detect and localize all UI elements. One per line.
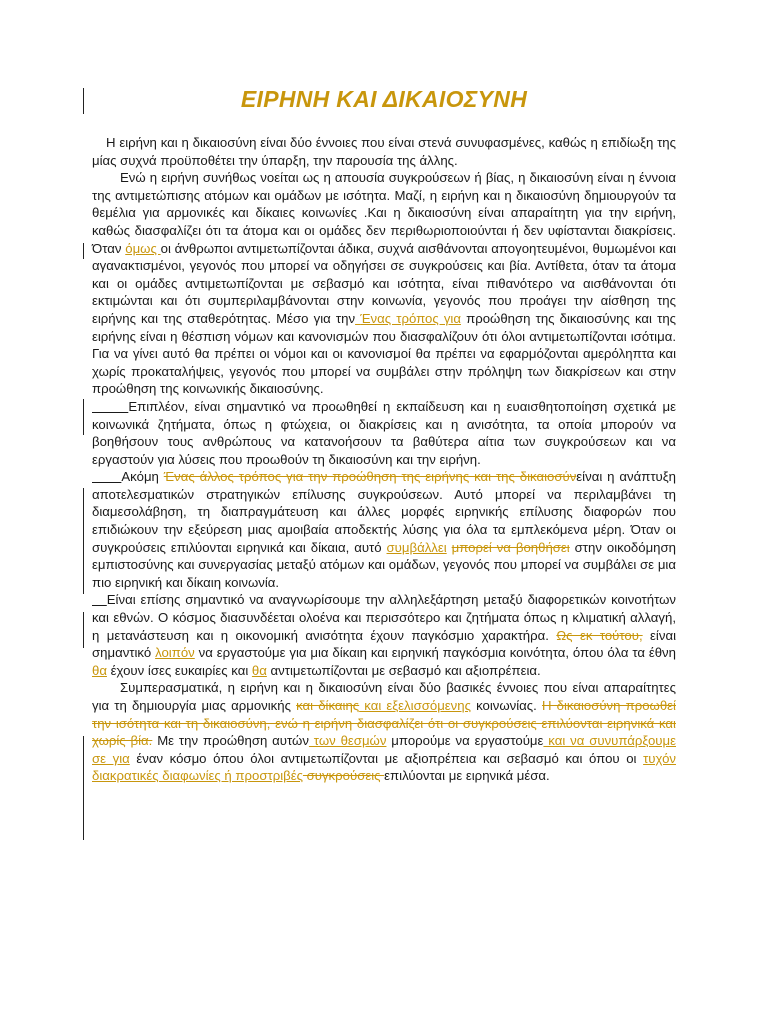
deleted-text: μπορεί να βοηθήσει	[451, 539, 570, 555]
inserted-text: και να συνυπάρξουμε σε	[92, 733, 676, 766]
text-run: είναι η ανάπτυξη αποτελεσματικών στρατηγικών επίλυσης συγκρούσεων. Αυτό μπορεί να περιλαμβάνει τη διαμεσολάβηση, τη διαπραγμάτευση και άλλες μορφές ειρηνικής επίλυσης διαφορών που επιδιώκουν την εξεύρεση μιας αμοιβαία αποδεκτής λύσης για όλα τα εμπλεκόμενα μέρη. Όταν οι συγκρούσεις επιλύονται ειρηνικά και δίκαια, αυτό	[92, 469, 676, 555]
deleted-text: Ως εκ τούτου,	[556, 627, 643, 643]
inserted-text: συμβάλλει	[386, 539, 447, 555]
paragraph-6	[92, 679, 676, 785]
text-run: είναι σημαντικό	[92, 627, 677, 661]
deleted-text: συγκρούσεις	[302, 768, 385, 784]
text-run: Ενώ η ειρήνη συνήθως νοείται ως η απουσία συγκρούσεων ή βίας, η δικαιοσύνη είναι η έννοια της αντιμετώπισης ατόμων και ομάδων με ισότητα. Μαζί, η ειρήνη και η δικαιοσύνη δημιουργούν τα θεμέλια για αρμονικές και δίκαιες κοινωνίες .Και η δικαιοσύνη είναι απαραίτητη για την ειρήνη, καθώς διασφαλίζει ότι τα άτομα και οι ομάδες δεν περιθωριοποιούνται ή δεν υφίστανται διακρίσεις. Όταν	[92, 170, 676, 256]
text-run: οι άνθρωποι αντιμετωπίζονται άδικα, συχνά αισθάνονται απογοητευμένοι, θυμωμένοι και αγανακτισμένοι, γεγονός που μπορεί να οδηγήσει σε συγκρούσεις και βία. Αντίθετα, όταν τα άτομα και οι ομάδες αντιμετωπίζονται με σεβασμό και ισότητα, είναι πιθανότερο να αισθάνονται ότι εκτιμώνται και ότι συμπεριλαμβάνονται στην κοινωνία, γεγονός που προάγει την αίσθηση της ειρήνης και της σταθερότητας. Μέσο για την	[92, 240, 676, 326]
inserted-text: θα	[251, 662, 267, 678]
change-bar	[83, 736, 84, 840]
paragraph-3	[92, 398, 676, 468]
text-run: Είναι επίσης σημαντικό να αναγνωρίσουμε την αλληλεξάρτηση μεταξύ διαφορετικών κοινοτήτων και εθνών. Ο κόσμος διασυνδέεται ολοένα και περισσότερο και ζητήματα όπως η κλιματική αλλαγή, η μετανάστευση και η οικονομική ανισότητα έχουν παγκόσμιο χαρακτήρα.	[92, 592, 676, 643]
text-run: Επιπλέον, είναι σημαντικό να προωθηθεί η εκπαίδευση και η ευαισθητοποίηση σχετικά με κοινωνικά ζητήματα, όπως η φτώχεια, οι διακρίσεις και η ανισότητα, τα οποία μπορούν να βοηθήσουν τους ανθρώπους να κατανοήσουν τα βαθύτερα αίτια των συγκρούσεων και να εργαστούν για λύσεις που προωθούν τη δικαιοσύνη και την ειρήνη.	[92, 398, 676, 467]
paragraph-5	[92, 591, 676, 679]
text-run: Ακόμη	[121, 469, 164, 485]
text-run: Συμπερασματικά, η ειρήνη και η δικαιοσύνη είναι δύο βασικές έννοιες που είναι απαραίτητες για τη δημιουργία μιας αρμονικής	[92, 680, 676, 713]
inserted-text: των θεσμών	[308, 733, 387, 749]
text-run: αντιμετωπίζονται με σεβασμό και αξιοπρέπεια.	[266, 662, 541, 678]
text-run: έναν κόσμο όπου όλοι αντιμετωπίζονται με αξιοπρέπεια και σεβασμό και όπου οι	[129, 750, 644, 766]
document-title: ΕΙΡΗΝΗ ΚΑΙ ΔΙΚΑΙΟΣΥΝΗ	[240, 86, 528, 112]
deleted-text: για	[106, 750, 130, 766]
indent-marker	[92, 399, 128, 414]
inserted-text: λοιπόν	[155, 645, 195, 661]
text-run: κοινωνίας.	[470, 698, 542, 713]
document-body	[92, 134, 676, 785]
text-run: έχουν ίσες ευκαιρίες και	[106, 662, 252, 678]
inserted-text: όμως	[125, 240, 161, 256]
indent-marker	[92, 469, 121, 484]
deleted-text: Η δικαιοσύνη προωθεί την ισότητα και τη δικαιοσύνη, ενώ η ειρήνη διασφαλίζει ότι οι συγκρούσεις επιλύονται ειρηνικά και χωρίς βία.	[92, 698, 676, 749]
indent-marker	[92, 592, 107, 607]
text-run: προώθηση της δικαιοσύνης και της ειρήνης είναι η θέσπιση νόμων και κανονισμών που διασφαλίζουν ότι όλοι αντιμετωπίζονται ισότιμα. Για να γίνει αυτό θα πρέπει οι νόμοι και οι κανονισμοί θα πρέπει να εφαρμόζονται αμερόληπτα και χωρίς προκαταλήψεις, γεγονός που μπορεί να συμβάλει στην πρόληψη των διακρίσεων και στην προώθηση της κοινωνικής δικαιοσύνης.	[92, 310, 677, 397]
text-run: να εργαστούμε για μια δίκαιη και ειρηνική παγκόσμια κοινότητα, όπου όλα τα έθνη	[194, 645, 676, 661]
inserted-text: θα	[92, 662, 107, 678]
paragraph-4	[92, 468, 676, 591]
inserted-text: και εξελισσόμενης	[359, 698, 471, 713]
deleted-text: Ένας τρόπος για	[360, 310, 461, 326]
inserted-text: τυχόν διακρατικές διαφωνίες ή προστριβές	[92, 750, 677, 784]
text-run: Με την προώθηση αυτών	[152, 733, 309, 749]
change-bar	[83, 488, 84, 594]
deleted-text: Ένας άλλος τρόπος για την προώθηση της ειρήνης και της δικαιοσύν	[163, 469, 577, 485]
change-bar	[83, 399, 84, 435]
paragraph-2	[92, 169, 676, 398]
text-run: μπορούμε να εργαστούμε	[386, 733, 544, 749]
change-bar	[83, 243, 84, 259]
text-run: στην οικοδόμηση εμπιστοσύνης και συνεργασίας μεταξύ ατόμων και ομάδων, γεγονός που μπορεί να συμβάλει σε μια πιο ειρηνική και δίκαιη κοινωνία.	[92, 539, 676, 590]
text-run: επιλύονται με ειρηνικά μέσα.	[384, 768, 550, 784]
change-bar	[83, 612, 84, 648]
deleted-text: και δίκαιης	[296, 698, 360, 713]
paragraph-1: Η ειρήνη και η δικαιοσύνη είναι δύο έννοιες που είναι στενά συνυφασμένες, καθώς η επιδίωξη της μίας συχνά προϋποθέτει την ύπαρξη, την παρουσία της άλλης.	[92, 135, 676, 168]
